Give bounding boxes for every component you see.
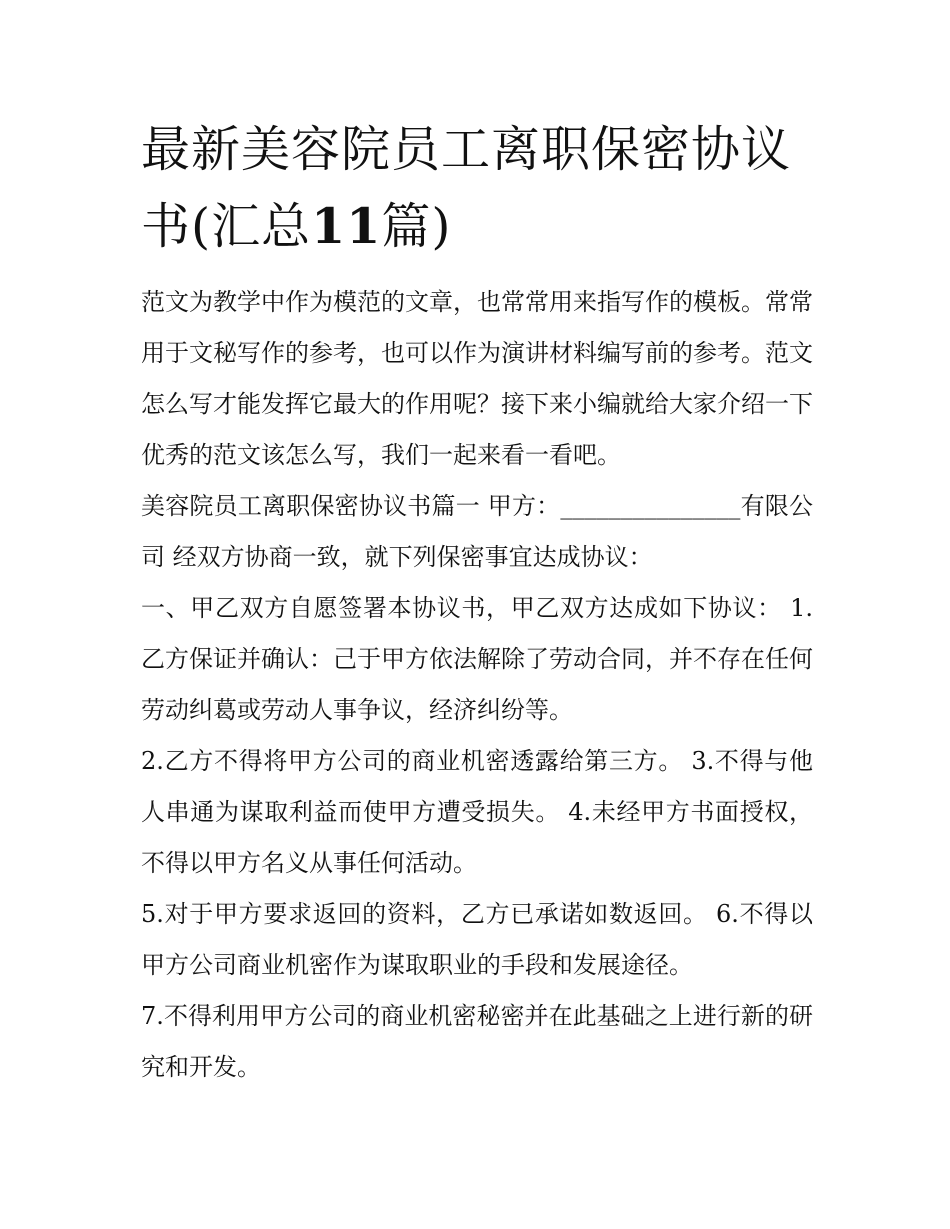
document-body (141, 277, 813, 1093)
document-title (141, 112, 813, 265)
paragraph-clause-7: 7.不得利用甲方公司的商业机密秘密并在此基础之上进行新的研究和开发。 (141, 1002, 813, 1081)
paragraph-clauses-5-6: 5.对于甲方要求返回的资料，乙方已承诺如数返回。 6.不得以甲方公司商业机密作为谋取职业的手段和发展途径。 (141, 900, 813, 979)
title-number: 11 (311, 197, 382, 255)
title-text-part1: 最新美容院员工离职保密协议书(汇总 (141, 121, 792, 255)
title-text-part2: 篇) (381, 198, 452, 255)
paragraph-clauses-2-4: 2.乙方不得将甲方公司的商业机密透露给第三方。 3.不得与他人串通为谋取利益而使甲方遭受损失。 4.未经甲方书面授权，不得以甲方名义从事任何活动。 (141, 747, 813, 877)
document-page (141, 112, 813, 1093)
paragraph-intro: 范文为教学中作为模范的文章，也常常用来指写作的模板。常常用于文秘写作的参考，也可以作为演讲材料编写前的参考。范文怎么写才能发挥它最大的作用呢？接下来小编就给大家介绍一下优秀的范文该怎么写，我们一起来看一看吧。 (141, 288, 813, 469)
paragraph-parties: 美容院员工离职保密协议书篇一 甲方：_______________有限公司 经双方协商一致，就下列保密事宜达成协议： (141, 492, 813, 571)
paragraph-clause-1: 一、甲乙双方自愿签署本协议书，甲乙双方达成如下协议： 1.乙方保证并确认：己于甲方依法解除了劳动合同，并不存在任何劳动纠葛或劳动人事争议，经济纠纷等。 (141, 594, 813, 724)
